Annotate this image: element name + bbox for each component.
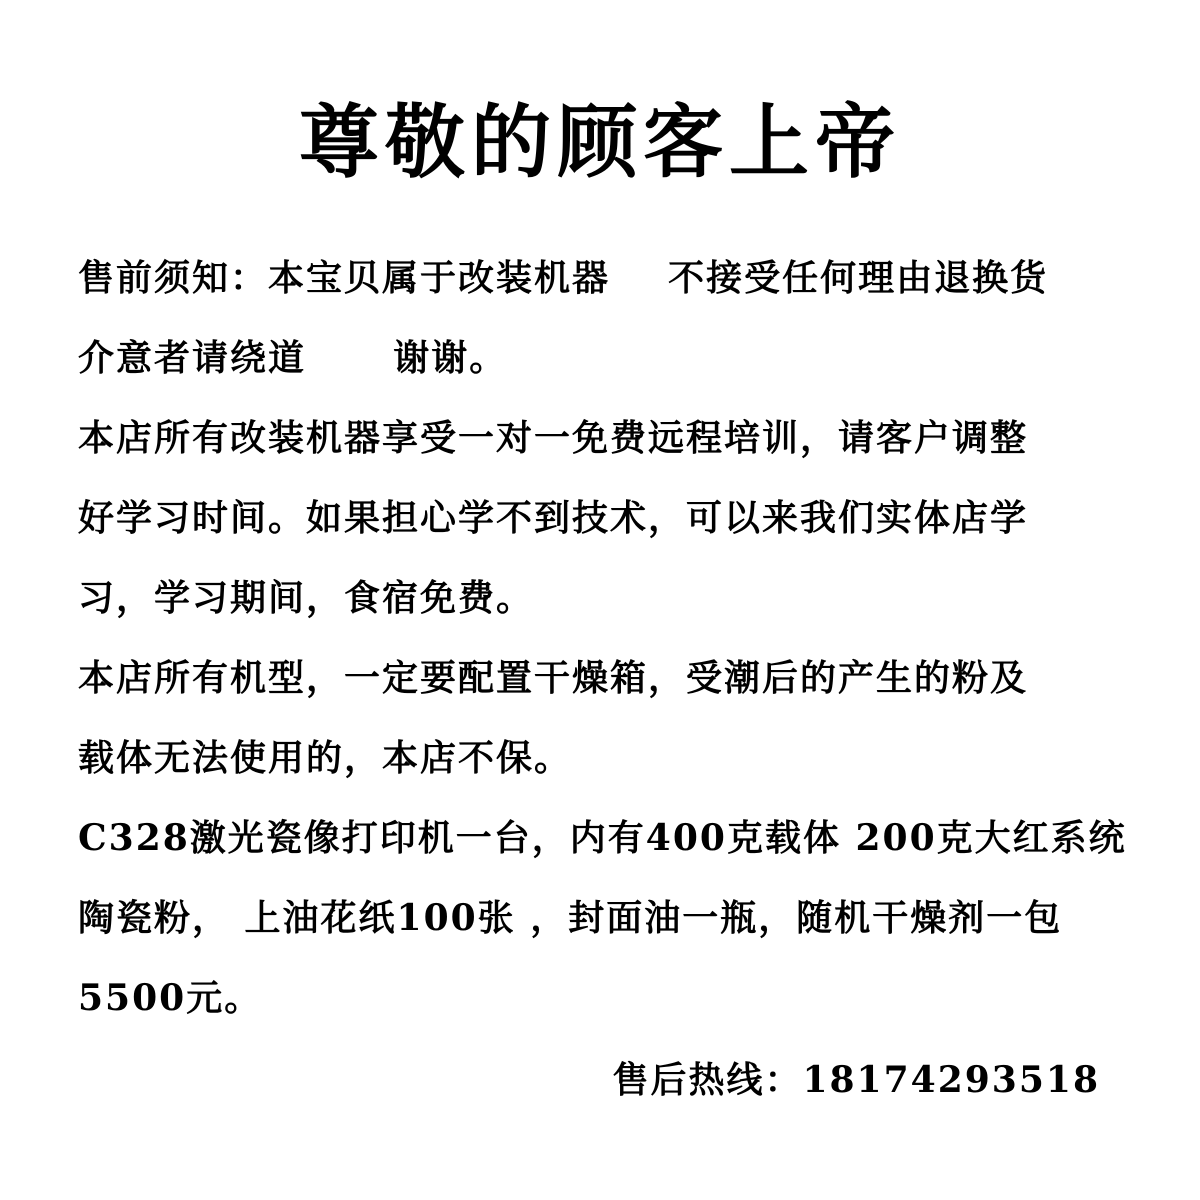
notice-line-training-3: 习，学习期间，食宿免费。 bbox=[78, 577, 535, 619]
notice-line-product-1: C328激光瓷像打印机一台，内有400克载体 200克大红系统 bbox=[78, 817, 1127, 859]
notice-body bbox=[78, 238, 1138, 1038]
notice-line-presale: 售前须知：本宝贝属于改装机器 不接受任何理由退换货 bbox=[78, 257, 1049, 299]
notice-line-training-1: 本店所有改装机器享受一对一免费远程培训，请客户调整 bbox=[78, 417, 1029, 459]
notice-line-product-2: 陶瓷粉， 上油花纸100张 ，封面油一瓶，随机干燥剂一包 bbox=[78, 897, 1063, 939]
notice-line-price: 5500元。 bbox=[78, 977, 263, 1019]
notice-line-dryer-1: 本店所有机型，一定要配置干燥箱，受潮后的产生的粉及 bbox=[78, 657, 1029, 699]
notice-line-decline: 介意者请绕道 谢谢。 bbox=[78, 337, 508, 379]
notice-line-training-2: 好学习时间。如果担心学不到技术，可以来我们实体店学 bbox=[78, 497, 1029, 539]
notice-line-dryer-2: 载体无法使用的，本店不保。 bbox=[78, 737, 573, 779]
aftersales-hotline: 售后热线：18174293518 bbox=[612, 1059, 1100, 1101]
page-title: 尊敬的顾客上帝 bbox=[299, 95, 901, 189]
